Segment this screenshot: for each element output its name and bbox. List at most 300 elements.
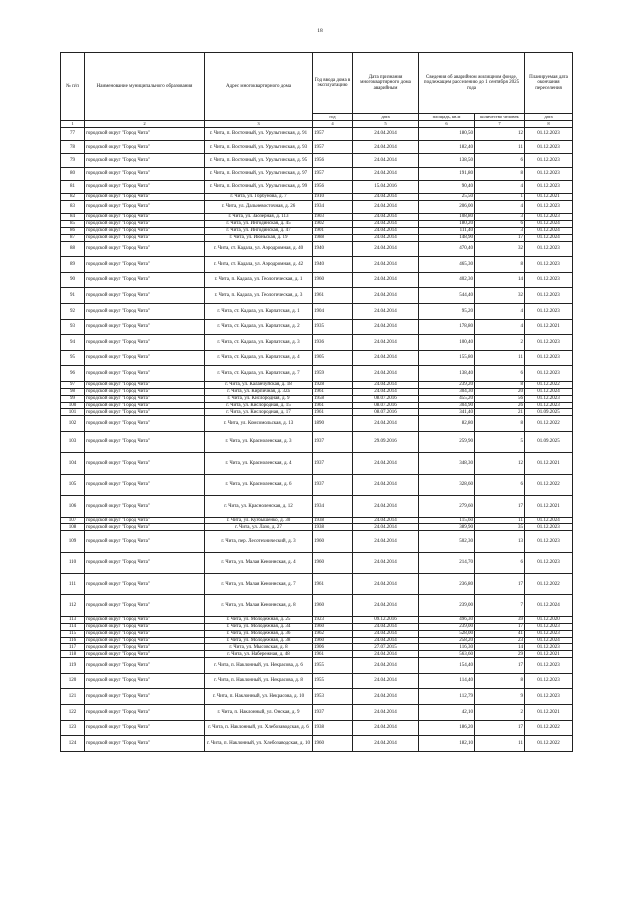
people-count-cell: 7: [475, 595, 525, 616]
municipality-cell: городской округ "Город Чита": [85, 453, 205, 474]
municipality-cell: городской округ "Город Чита": [85, 319, 205, 335]
address-cell: г. Чита, п. Наклонный, ул. Хлебозаводская, д. 6: [205, 720, 313, 736]
area-cell: 115,60: [419, 517, 475, 524]
year-cell: 1962: [313, 630, 353, 637]
table-row: [61, 350, 573, 366]
deadline-cell: 01.12.2022: [525, 474, 573, 495]
address-cell: г. Чита, п. Восточный, ул. Урульгинская, д. 91: [205, 128, 313, 141]
municipality-cell: городской округ "Город Чита": [85, 616, 205, 623]
table-row: [61, 474, 573, 495]
table-row: [61, 409, 573, 416]
municipality-cell: городской округ "Город Чита": [85, 673, 205, 689]
area-cell: 178,80: [419, 319, 475, 335]
recognition-date-cell: 24.04.2014: [353, 531, 419, 552]
deadline-cell: 01.12.2023: [525, 154, 573, 167]
address-cell: г. Чита, ул. Красноленская, д. 4: [205, 453, 313, 474]
area-cell: 82,80: [419, 416, 475, 432]
recognition-date-cell: 24.04.2014: [353, 227, 419, 234]
row-number: 99: [61, 395, 85, 402]
people-count-cell: 23: [475, 637, 525, 644]
deadline-cell: 01.12.2023: [525, 272, 573, 288]
recognition-date-cell: 24.04.2014: [353, 335, 419, 351]
deadline-cell: 01.09.2025: [525, 431, 573, 452]
row-number: 96: [61, 366, 85, 382]
table-row: [61, 658, 573, 674]
recognition-date-cell: 24.04.2014: [353, 350, 419, 366]
area-cell: 328,60: [419, 474, 475, 495]
row-number: 123: [61, 720, 85, 736]
column-number: 5: [353, 121, 419, 128]
table-row: [61, 416, 573, 432]
year-cell: 1955: [313, 658, 353, 674]
table-row: [61, 154, 573, 167]
year-cell: 1905: [313, 350, 353, 366]
deadline-cell: 01.12.2021: [525, 319, 573, 335]
table-row: [61, 402, 573, 409]
people-count-cell: 12: [475, 128, 525, 141]
table-row: [61, 496, 573, 517]
row-number: 80: [61, 167, 85, 180]
deadline-cell: 01.12.2023: [525, 366, 573, 382]
address-cell: г. Чита, ул. Кислородная, д. 17: [205, 409, 313, 416]
address-cell: г. Чита, ул. Молодежная, д. 38: [205, 637, 313, 644]
table-row: [61, 303, 573, 319]
recognition-date-cell: 24.04.2014: [353, 214, 419, 221]
table-row: [61, 623, 573, 630]
people-count-cell: 4: [475, 200, 525, 213]
people-count-cell: 20: [475, 388, 525, 395]
year-cell: 1961: [313, 651, 353, 658]
address-cell: г. Чита, ул. Набережная, д. 48: [205, 651, 313, 658]
area-cell: 341,40: [419, 409, 475, 416]
column-number: 8: [525, 121, 573, 128]
area-cell: 42,10: [419, 705, 475, 721]
address-cell: г. Чита, ул. Красноленская, д. 12: [205, 496, 313, 517]
year-cell: 1937: [313, 431, 353, 452]
area-cell: 528,00: [419, 630, 475, 637]
area-cell: 111,40: [419, 227, 475, 234]
row-number: 117: [61, 644, 85, 651]
address-cell: г. Чита, ул. Кирпичная, д. 32а: [205, 388, 313, 395]
deadline-cell: 01.12.2023: [525, 350, 573, 366]
people-count-cell: 17: [475, 623, 525, 630]
row-number: 95: [61, 350, 85, 366]
column-number: 3: [205, 121, 313, 128]
people-count-cell: 5: [475, 431, 525, 452]
municipality-cell: городской округ "Город Чита": [85, 388, 205, 395]
people-count-cell: 4: [475, 303, 525, 319]
deadline-cell: 01.12.2023: [525, 200, 573, 213]
municipality-cell: городской округ "Город Чита": [85, 574, 205, 595]
table-row: [61, 720, 573, 736]
recognition-date-cell: 24.04.2014: [353, 705, 419, 721]
address-cell: г. Чита, ул. Красноленская, д. 6: [205, 474, 313, 495]
year-cell: 1956: [313, 180, 353, 193]
column-number-row: [61, 121, 573, 128]
deadline-cell: 01.12.2023: [525, 552, 573, 573]
address-cell: г. Чита, ул. Горбунова, д. 7: [205, 193, 313, 200]
recognition-date-cell: 24.04.2014: [353, 366, 419, 382]
address-cell: г. Чита, ст. Кадала, ул. Карпатская, д. 2: [205, 319, 313, 335]
area-cell: 148,90: [419, 234, 475, 241]
area-cell: 465,30: [419, 257, 475, 273]
deadline-cell: 01.12.2024: [525, 595, 573, 616]
people-count-cell: 13: [475, 531, 525, 552]
table-row: [61, 574, 573, 595]
column-number: 7: [475, 121, 525, 128]
area-cell: 259,90: [419, 431, 475, 452]
people-count-cell: 11: [475, 517, 525, 524]
address-cell: г. Чита, ул. Кузбышенко, д. 30: [205, 517, 313, 524]
row-number: 124: [61, 736, 85, 752]
deadline-cell: 01.12.2023: [525, 524, 573, 531]
address-cell: г. Чита, п. Восточный, ул. Урульгинская, д. 99: [205, 180, 313, 193]
municipality-cell: городской округ "Город Чита": [85, 496, 205, 517]
people-count-cell: 2: [475, 335, 525, 351]
recognition-date-cell: 24.04.2014: [353, 720, 419, 736]
recognition-date-cell: 24.04.2014: [353, 637, 419, 644]
municipality-cell: городской округ "Город Чита": [85, 227, 205, 234]
area-cell: 25,50: [419, 193, 475, 200]
area-cell: 239,20: [419, 381, 475, 388]
people-count-cell: 17: [475, 658, 525, 674]
year-cell: 1960: [313, 595, 353, 616]
year-cell: 1960: [313, 531, 353, 552]
table-row: [61, 651, 573, 658]
year-cell: 1940: [313, 241, 353, 257]
municipality-cell: городской округ "Город Чита": [85, 720, 205, 736]
address-cell: г. Чита, ул. Ингодинская, д. 47: [205, 227, 313, 234]
row-number: 104: [61, 453, 85, 474]
area-cell: 90,40: [419, 180, 475, 193]
year-cell: 1961: [313, 409, 353, 416]
recognition-date-cell: 24.04.2014: [353, 241, 419, 257]
row-number: 107: [61, 517, 85, 524]
table-row: [61, 644, 573, 651]
municipality-cell: городской округ "Город Чита": [85, 644, 205, 651]
recognition-date-cell: 24.04.2014: [353, 673, 419, 689]
row-number: 81: [61, 180, 85, 193]
table-row: [61, 241, 573, 257]
deadline-cell: 01.12.2021: [525, 193, 573, 200]
row-number: 91: [61, 288, 85, 304]
municipality-cell: городской округ "Город Чита": [85, 705, 205, 721]
recognition-date-cell: 24.04.2014: [353, 658, 419, 674]
header-recognition-date: Дата признания многоквартирного дома аварийным: [353, 53, 419, 114]
deadline-cell: 01.12.2024: [525, 234, 573, 241]
recognition-date-cell: 27.07.2015: [353, 644, 419, 651]
table-row: [61, 381, 573, 388]
table-row: [61, 431, 573, 452]
row-number: 92: [61, 303, 85, 319]
area-cell: 186,20: [419, 720, 475, 736]
people-count-cell: 8: [475, 416, 525, 432]
deadline-cell: 01.12.2023: [525, 623, 573, 630]
year-cell: 1902: [313, 220, 353, 227]
table-row: [61, 288, 573, 304]
address-cell: г. Чита, пер. Лесотехнический, д. 3: [205, 531, 313, 552]
deadline-cell: 01.12.2023: [525, 335, 573, 351]
header-year: Год ввода дома в эксплуатацию: [313, 53, 353, 114]
year-cell: 1901: [313, 227, 353, 234]
deadline-cell: 01.12.2023: [525, 167, 573, 180]
area-cell: 154,40: [419, 658, 475, 674]
deadline-cell: 01.12.2023: [525, 214, 573, 221]
address-cell: г. Чита, ул. Малая Кеноннская, д. 4: [205, 552, 313, 573]
recognition-date-cell: 24.04.2014: [353, 651, 419, 658]
address-cell: г. Чита, ул. Кислородная, д. 9: [205, 395, 313, 402]
year-cell: 1938: [313, 720, 353, 736]
municipality-cell: городской округ "Город Чита": [85, 257, 205, 273]
recognition-date-cell: 24.04.2014: [353, 474, 419, 495]
table-row: [61, 141, 573, 154]
row-number: 79: [61, 154, 85, 167]
address-cell: г. Чита, ст. Кадала, ул. Карпатская, д. 7: [205, 366, 313, 382]
area-cell: 502,30: [419, 531, 475, 552]
people-count-cell: 8: [475, 257, 525, 273]
municipality-cell: городской округ "Город Чита": [85, 335, 205, 351]
year-cell: 1890: [313, 416, 353, 432]
area-cell: 155,80: [419, 350, 475, 366]
deadline-cell: 01.12.2023: [525, 303, 573, 319]
address-cell: г. Чита, ул. Комсомольская, д. 13: [205, 416, 313, 432]
table-row: [61, 517, 573, 524]
deadline-cell: 01.12.2023: [525, 128, 573, 141]
people-count-cell: 6: [475, 220, 525, 227]
area-cell: 236,80: [419, 574, 475, 595]
municipality-cell: городской округ "Город Чита": [85, 651, 205, 658]
address-cell: г. Чита, ул. Малая Кеноннская, д. 7: [205, 574, 313, 595]
deadline-cell: 01.12.2023: [525, 402, 573, 409]
row-number: 112: [61, 595, 85, 616]
people-count-cell: 11: [475, 141, 525, 154]
people-count-cell: 2: [475, 705, 525, 721]
address-cell: г. Чита, п. Кадала, ул. Геологическая, д. 1: [205, 272, 313, 288]
recognition-date-cell: 24.04.2014: [353, 272, 419, 288]
address-cell: г. Чита, ул. Красноленская, д. 3: [205, 431, 313, 452]
recognition-date-cell: 24.04.2014: [353, 319, 419, 335]
row-number: 110: [61, 552, 85, 573]
area-cell: 182,10: [419, 736, 475, 752]
recognition-date-cell: 24.04.2014: [353, 552, 419, 573]
table-row: [61, 689, 573, 705]
municipality-cell: городской округ "Город Чита": [85, 128, 205, 141]
address-cell: г. Чита, п. Наклонный, ул. Некрасова, д. 10: [205, 689, 313, 705]
area-cell: 116,30: [419, 644, 475, 651]
municipality-cell: городской округ "Город Чита": [85, 630, 205, 637]
row-number: 116: [61, 637, 85, 644]
table-row: [61, 705, 573, 721]
recognition-date-cell: 15.04.2016: [353, 180, 419, 193]
recognition-date-cell: 24.04.2014: [353, 154, 419, 167]
row-number: 105: [61, 474, 85, 495]
people-count-cell: 17: [475, 574, 525, 595]
recognition-date-cell: 24.04.2014: [353, 630, 419, 637]
row-number: 102: [61, 416, 85, 432]
table-body: [61, 128, 573, 752]
recognition-date-cell: 08.07.2016: [353, 395, 419, 402]
municipality-cell: городской округ "Город Чита": [85, 154, 205, 167]
row-number: 98: [61, 388, 85, 395]
row-number: 90: [61, 272, 85, 288]
people-count-cell: 8: [475, 167, 525, 180]
municipality-cell: городской округ "Город Чита": [85, 395, 205, 402]
municipality-cell: городской округ "Город Чита": [85, 241, 205, 257]
people-count-cell: 32: [475, 288, 525, 304]
row-number: 103: [61, 431, 85, 452]
year-cell: 1960: [313, 552, 353, 573]
row-number: 78: [61, 141, 85, 154]
recognition-date-cell: 29.09.2016: [353, 431, 419, 452]
row-number: 83: [61, 200, 85, 213]
column-number: 2: [85, 121, 205, 128]
year-cell: 1955: [313, 673, 353, 689]
page-number: 18: [317, 28, 323, 34]
area-cell: 348,30: [419, 453, 475, 474]
address-cell: г. Чита, ст. Кадала, ул. Карпатская, д. 4: [205, 350, 313, 366]
row-number: 106: [61, 496, 85, 517]
recognition-date-cell: 24.04.2014: [353, 388, 419, 395]
municipality-cell: городской округ "Город Чита": [85, 234, 205, 241]
address-cell: г. Чита, ул. Каланчуйская, д. 18: [205, 381, 313, 388]
area-cell: 563,60: [419, 651, 475, 658]
row-number: 82: [61, 193, 85, 200]
area-cell: 138,40: [419, 366, 475, 382]
recognition-date-cell: 24.04.2014: [353, 496, 419, 517]
subheader-date: дата: [353, 114, 419, 121]
people-count-cell: 3: [475, 227, 525, 234]
address-cell: г. Чита, п. Наклонный, ул. Некрасова, д. 6: [205, 658, 313, 674]
table-row: [61, 524, 573, 531]
municipality-cell: городской округ "Город Чита": [85, 595, 205, 616]
municipality-cell: городской округ "Город Чита": [85, 167, 205, 180]
year-cell: 1958: [313, 395, 353, 402]
header-address: Адрес многоквартирного дома: [205, 53, 313, 121]
recognition-date-cell: 24.04.2014: [353, 167, 419, 180]
column-number: 6: [419, 121, 475, 128]
table-row: [61, 272, 573, 288]
municipality-cell: городской округ "Город Чита": [85, 658, 205, 674]
people-count-cell: 26: [475, 402, 525, 409]
deadline-cell: 01.12.2020: [525, 616, 573, 623]
year-cell: 1937: [313, 474, 353, 495]
row-number: 89: [61, 257, 85, 273]
municipality-cell: городской округ "Город Чита": [85, 517, 205, 524]
municipality-cell: городской округ "Город Чита": [85, 431, 205, 452]
year-cell: 1961: [313, 574, 353, 595]
year-cell: 1961: [313, 388, 353, 395]
year-cell: 1961: [313, 402, 353, 409]
area-cell: 180,20: [419, 220, 475, 227]
row-number: 100: [61, 402, 85, 409]
year-cell: 1956: [313, 154, 353, 167]
recognition-date-cell: 24.04.2014: [353, 288, 419, 304]
row-number: 118: [61, 651, 85, 658]
people-count-cell: 8: [475, 381, 525, 388]
area-cell: 258,20: [419, 637, 475, 644]
row-number: 94: [61, 335, 85, 351]
address-cell: г. Чита, ул. Лазо, д. 27: [205, 524, 313, 531]
year-cell: 1937: [313, 705, 353, 721]
deadline-cell: 01.12.2024: [525, 227, 573, 234]
row-number: 97: [61, 381, 85, 388]
row-number: 119: [61, 658, 85, 674]
area-cell: 304,90: [419, 402, 475, 409]
recognition-date-cell: 24.04.2014: [353, 453, 419, 474]
table-row: [61, 630, 573, 637]
table-row: [61, 595, 573, 616]
area-cell: 402,30: [419, 272, 475, 288]
municipality-cell: городской округ "Город Чита": [85, 214, 205, 221]
table-row: [61, 388, 573, 395]
municipality-cell: городской округ "Город Чита": [85, 736, 205, 752]
table-row: [61, 552, 573, 573]
municipality-cell: городской округ "Город Чита": [85, 272, 205, 288]
area-cell: 544,40: [419, 288, 475, 304]
address-cell: г. Чита, п. Наклонный, ул. Некрасова, д. 8: [205, 673, 313, 689]
area-cell: 470,40: [419, 241, 475, 257]
people-count-cell: 6: [475, 552, 525, 573]
deadline-cell: 01.12.2024: [525, 637, 573, 644]
row-number: 86: [61, 227, 85, 234]
municipality-cell: городской округ "Город Чита": [85, 402, 205, 409]
deadline-cell: 01.12.2023: [525, 180, 573, 193]
header-municipality: Наименование муниципального образования: [85, 53, 205, 121]
people-count-cell: 35: [475, 524, 525, 531]
recognition-date-cell: 08.07.2016: [353, 409, 419, 416]
municipality-cell: городской округ "Город Чита": [85, 409, 205, 416]
municipality-cell: городской округ "Город Чита": [85, 220, 205, 227]
recognition-date-cell: 24.04.2014: [353, 128, 419, 141]
deadline-cell: 01.12.2023: [525, 644, 573, 651]
address-cell: г. Чита, п. Наклонный, ул. Хлебозаводская, д. 10: [205, 736, 313, 752]
area-cell: 304,30: [419, 388, 475, 395]
municipality-cell: городской округ "Город Чита": [85, 180, 205, 193]
year-cell: 1961: [313, 288, 353, 304]
year-cell: 1957: [313, 141, 353, 154]
recognition-date-cell: 24.04.2014: [353, 623, 419, 630]
year-cell: 1934: [313, 200, 353, 213]
table-row: [61, 637, 573, 644]
address-cell: г. Чита, ст. Кадала, ул. Карпатская, д. 1: [205, 303, 313, 319]
row-number: 84: [61, 214, 85, 221]
municipality-cell: городской округ "Город Чита": [85, 552, 205, 573]
row-number: 113: [61, 616, 85, 623]
municipality-cell: городской округ "Город Чита": [85, 193, 205, 200]
deadline-cell: 01.12.2024: [525, 517, 573, 524]
recognition-date-cell: 24.04.2014: [353, 381, 419, 388]
emergency-housing-table: [60, 52, 573, 752]
deadline-cell: 01.09.2025: [525, 409, 573, 416]
people-count-cell: 17: [475, 720, 525, 736]
table-row: [61, 319, 573, 335]
municipality-cell: городской округ "Город Чита": [85, 288, 205, 304]
area-cell: 138,50: [419, 154, 475, 167]
people-count-cell: 11: [475, 350, 525, 366]
recognition-date-cell: 08.07.2016: [353, 402, 419, 409]
area-cell: 214,70: [419, 552, 475, 573]
area-cell: 100,40: [419, 335, 475, 351]
recognition-date-cell: 24.04.2014: [353, 524, 419, 531]
people-count-cell: 4: [475, 180, 525, 193]
people-count-cell: 12: [475, 453, 525, 474]
row-number: 122: [61, 705, 85, 721]
area-cell: 182,40: [419, 141, 475, 154]
municipality-cell: городской округ "Город Чита": [85, 524, 205, 531]
deadline-cell: 01.12.2023: [525, 288, 573, 304]
year-cell: 1904: [313, 303, 353, 319]
row-number: 93: [61, 319, 85, 335]
